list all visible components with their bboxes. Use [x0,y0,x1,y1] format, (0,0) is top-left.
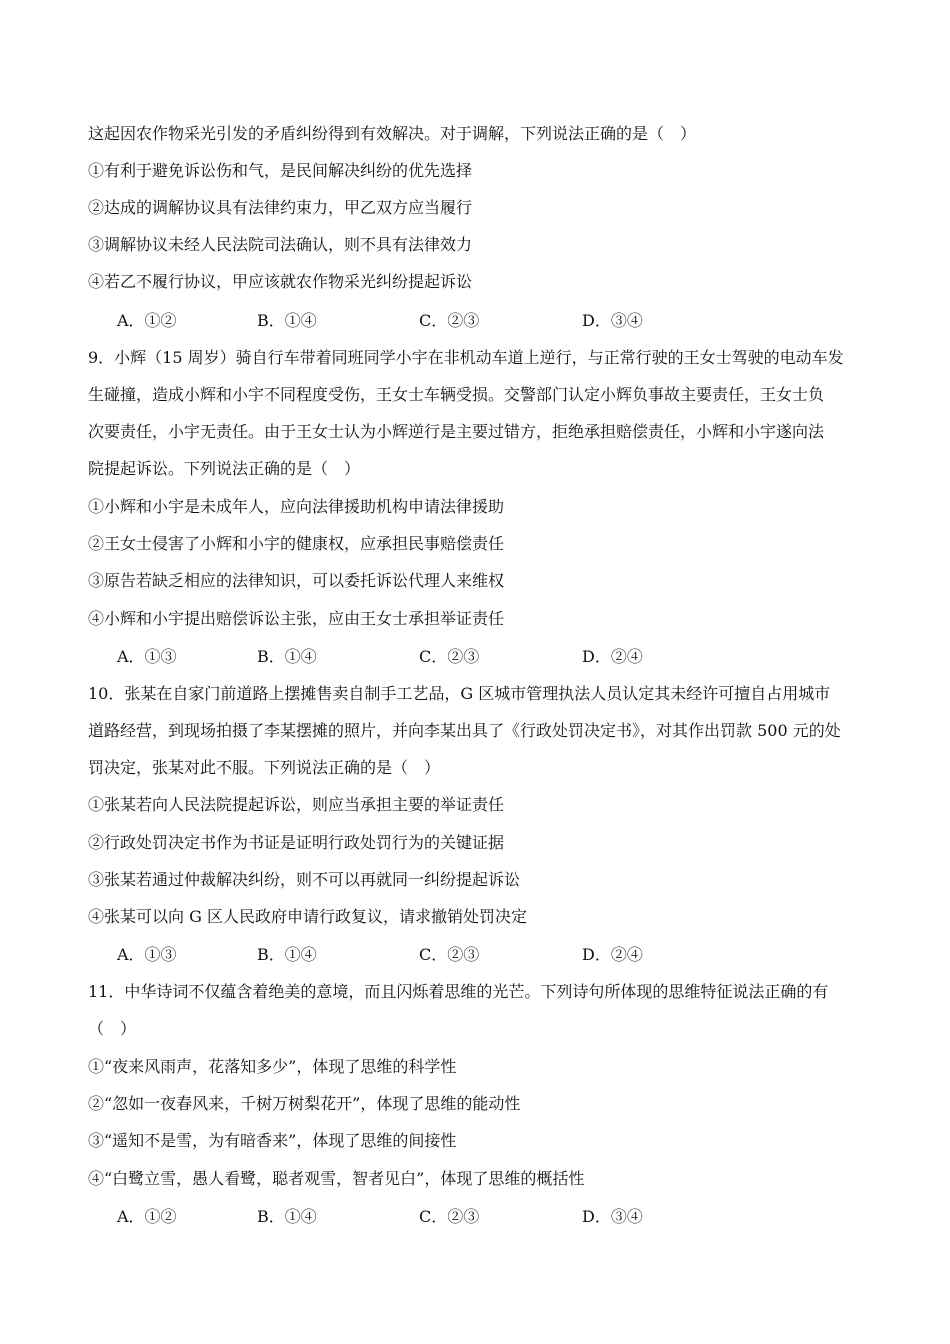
q10-option-c[interactable]: C．②③ [419,945,480,964]
q11-statement-4: ④“白鹭立雪，愚人看鹭，聪者观雪，智者见白”，体现了思维的概括性 [88,1169,585,1188]
q9-statement-1: ①小辉和小宇是未成年人，应向法律援助机构申请法律援助 [88,497,505,516]
q8-option-a[interactable]: A．①② [117,311,177,330]
q9-stem-line-2: 生碰撞，造成小辉和小宇不同程度受伤，王女士车辆受损。交警部门认定小辉负事故主要责任，王女士负 [88,385,825,404]
q10-statement-3: ③张某若通过仲裁解决纠纷，则不可以再就同一纠纷提起诉讼 [88,870,521,889]
q11-statement-3: ③“遥知不是雪，为有暗香来”，体现了思维的间接性 [88,1131,457,1150]
q9-statement-3: ③原告若缺乏相应的法律知识，可以委托诉讼代理人来维权 [88,571,505,590]
q8-statement-3: ③调解协议未经人民法院司法确认，则不具有法律效力 [88,235,473,254]
q11-option-a[interactable]: A．①② [117,1207,177,1226]
q11-stem-line-2: （ ） [88,1019,137,1038]
q8-options [117,311,817,331]
q9-stem-line-1: 9．小辉（15 周岁）骑自行车带着同班同学小宇在非机动车道上逆行，与正常行驶的王女士驾驶的电动车发 [88,348,844,367]
q8-statement-4: ④若乙不履行协议，甲应该就农作物采光纠纷提起诉讼 [88,272,473,291]
q8-stem-tail: 这起因农作物采光引发的矛盾纠纷得到有效解决。对于调解，下列说法正确的是（ ） [88,124,697,143]
q9-option-d[interactable]: D．②④ [582,647,643,666]
q11-option-d[interactable]: D．③④ [582,1207,643,1226]
q11-option-b[interactable]: B．①④ [257,1207,317,1226]
q10-option-a[interactable]: A．①③ [117,945,177,964]
q10-stem-line-1: 10．张某在自家门前道路上摆摊售卖自制手工艺品，G 区城市管理执法人员认定其未经许可擅自占用城市 [88,684,831,703]
q8-option-c[interactable]: C．②③ [419,311,480,330]
q9-statement-2: ②王女士侵害了小辉和小宇的健康权，应承担民事赔偿责任 [88,534,505,553]
q10-stem-line-2: 道路经营，到现场拍摄了李某摆摊的照片，并向李某出具了《行政处罚决定书》，对其作出罚款 500 元的处 [88,721,841,740]
q9-statement-4: ④小辉和小宇提出赔偿诉讼主张，应由王女士承担举证责任 [88,609,505,628]
q8-option-d[interactable]: D．③④ [582,311,643,330]
q8-option-b[interactable]: B．①④ [257,311,317,330]
q10-option-d[interactable]: D．②④ [582,945,643,964]
q10-options [117,945,817,965]
q9-option-b[interactable]: B．①④ [257,647,317,666]
q8-statement-1: ①有利于避免诉讼伤和气，是民间解决纠纷的优先选择 [88,161,473,180]
q11-statement-1: ①“夜来风雨声，花落知多少”，体现了思维的科学性 [88,1057,457,1076]
q10-statement-4: ④张某可以向 G 区人民政府申请行政复议，请求撤销处罚决定 [88,907,527,926]
q10-statement-2: ②行政处罚决定书作为书证是证明行政处罚行为的关键证据 [88,833,505,852]
q11-option-c[interactable]: C．②③ [419,1207,480,1226]
q11-options [117,1207,817,1227]
q9-option-c[interactable]: C．②③ [419,647,480,666]
q8-statement-2: ②达成的调解协议具有法律约束力，甲乙双方应当履行 [88,198,473,217]
q9-stem-line-4: 院提起诉讼。下列说法正确的是（ ） [88,459,361,478]
q9-stem-line-3: 次要责任，小宇无责任。由于王女士认为小辉逆行是主要过错方，拒绝承担赔偿责任，小辉和小宇遂向法 [88,422,825,441]
q9-option-a[interactable]: A．①③ [117,647,177,666]
q9-options [117,647,817,667]
q11-statement-2: ②“忽如一夜春风来，千树万树梨花开”，体现了思维的能动性 [88,1094,521,1113]
q10-option-b[interactable]: B．①④ [257,945,317,964]
q10-stem-line-3: 罚决定，张某对此不服。下列说法正确的是（ ） [88,758,441,777]
q11-stem-line-1: 11．中华诗词不仅蕴含着绝美的意境，而且闪烁着思维的光芒。下列诗句所体现的思维特征说法正确的有 [88,982,829,1001]
q10-statement-1: ①张某若向人民法院提起诉讼，则应当承担主要的举证责任 [88,795,505,814]
